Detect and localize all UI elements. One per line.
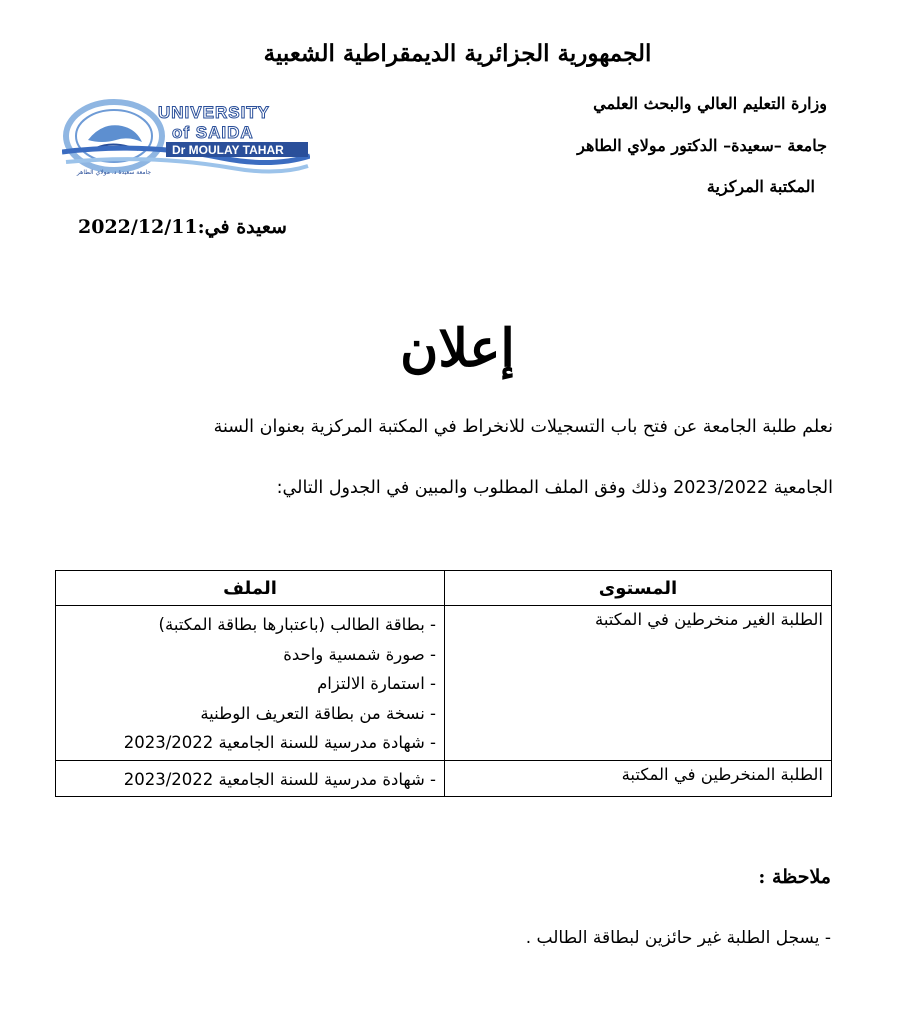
- file-item: - بطاقة الطالب (باعتبارها بطاقة المكتبة): [158, 615, 436, 634]
- files-cell: [56, 606, 445, 761]
- file-item: - استمارة الالتزام: [317, 674, 436, 693]
- requirements-table: [55, 570, 832, 797]
- file-item: - شهادة مدرسية للسنة الجامعية 2023/2022: [123, 769, 436, 789]
- note-item: - يسجل الطلبة غير حائزين لبطاقة الطالب .: [525, 928, 831, 948]
- university-logo: [62, 96, 310, 178]
- file-item: - صورة شمسية واحدة: [283, 644, 436, 664]
- logo-text-line1: UNIVERSITY: [158, 103, 271, 122]
- date-label: سعيدة في:: [197, 216, 287, 238]
- header-files: الملف: [56, 571, 445, 606]
- republic-heading: الجمهورية الجزائرية الديمقراطية الشعبية: [263, 40, 652, 67]
- notice-title: إعلان: [400, 318, 515, 379]
- file-item: - نسخة من بطاقة التعريف الوطنية: [200, 703, 436, 723]
- logo-text-arabic: جامعة سعيدة د. مولاي الطاهر: [76, 169, 152, 176]
- level-cell: الطلبة الغير منخرطين في المكتبة: [445, 606, 832, 761]
- logo-text-line3: Dr MOULAY TAHAR: [172, 143, 284, 157]
- date-value: 2022/12/11: [78, 216, 198, 238]
- table-row: [56, 606, 832, 761]
- file-item: - شهادة مدرسية للسنة الجامعية 2023/2022: [123, 733, 436, 752]
- university-name: جامعة –سعيدة– الدكتور مولاي الطاهر: [577, 136, 827, 155]
- intro-line-1: نعلم طلبة الجامعة عن فتح باب التسجيلات للانخراط في المكتبة المركزية بعنوان السنة: [213, 417, 833, 437]
- ministry-name: وزارة التعليم العالي والبحث العلمي: [593, 94, 827, 113]
- header-level: المستوى: [445, 571, 832, 606]
- logo-text-line2: of SAIDA: [172, 123, 254, 142]
- files-cell: [56, 760, 445, 797]
- date-line: [78, 216, 287, 238]
- library-name: المكتبة المركزية: [706, 177, 815, 196]
- intro-line-2: الجامعية 2023/2022 وذلك وفق الملف المطلوب والمبين في الجدول التالي:: [276, 478, 833, 498]
- level-cell: الطلبة المنخرطين في المكتبة: [445, 760, 832, 797]
- table-row: [56, 760, 832, 797]
- table-header-row: [56, 571, 832, 606]
- note-title: ملاحظة :: [758, 866, 831, 888]
